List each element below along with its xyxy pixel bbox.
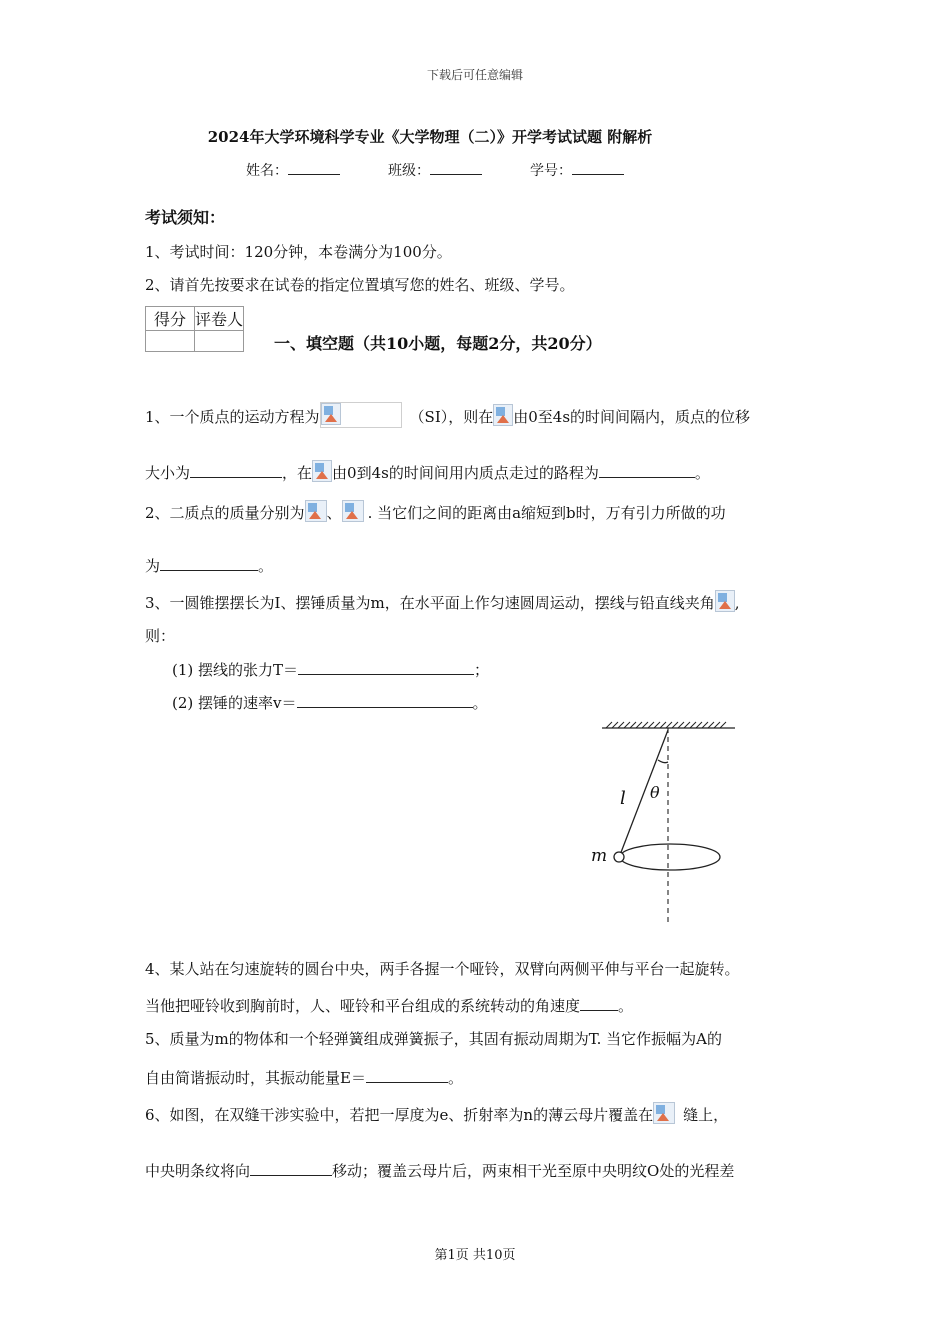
broken-image-icon: [312, 460, 332, 482]
broken-image-icon: [715, 590, 735, 612]
question-4-line-1: 4、某人站在匀速旋转的圆台中央，两手各握一个哑铃，双臂向两侧平伸与平台一起旋转。: [145, 960, 740, 978]
answer-blank[interactable]: [599, 463, 695, 478]
name-label: 姓名：: [246, 163, 288, 179]
score-header: 得分: [146, 307, 195, 331]
class-field: [388, 160, 482, 180]
grader-header: 评卷人: [195, 307, 244, 331]
answer-blank[interactable]: [297, 693, 473, 708]
answer-blank[interactable]: [366, 1068, 448, 1083]
question-5-line-1: 5、质量为m的物体和一个轻弹簧组成弹簧振子，其固有振动周期为T. 当它作振幅为A的: [145, 1030, 722, 1048]
label-m: m: [591, 846, 608, 866]
label-l: l: [620, 788, 626, 809]
question-1-line-2: 大小为 ，在 由0到4s的时间间用内质点走过的路程为 。: [145, 460, 710, 483]
conical-pendulum-figure: [590, 712, 750, 927]
question-5-line-2: 自由简谐振动时，其振动能量E＝ 。: [145, 1069, 463, 1087]
broken-image-icon: [342, 500, 364, 522]
class-blank[interactable]: [430, 160, 482, 175]
notice-item: 1、考试时间：120分钟，本卷满分为100分。: [145, 243, 452, 261]
id-field: [530, 160, 624, 180]
orbit-ellipse: [620, 844, 720, 870]
score-table: [145, 306, 244, 352]
question-4-line-2: 当他把哑铃收到胸前时，人、哑铃和平台组成的系统转动的角速度 。: [145, 997, 634, 1015]
answer-blank[interactable]: [580, 996, 618, 1011]
pendulum-string: [620, 730, 668, 855]
question-6-line-1: 6、如图，在双缝干涉实验中，若把一厚度为e、折射率为n的薄云母片覆盖在 缝上，: [145, 1102, 728, 1125]
section-heading: 一、填空题（共10小题，每题2分，共20分）: [274, 334, 602, 353]
broken-image-icon: [321, 403, 341, 425]
broken-image-icon: [493, 404, 513, 426]
page-footer: 第1页 共10页: [434, 1248, 516, 1263]
notice-heading: 考试须知：: [145, 208, 226, 227]
question-2-line-1: 2、二质点的质量分别为 、 . 当它们之间的距离由a缩短到b时，万有引力所做的功: [145, 500, 726, 523]
question-6-line-2: 中央明条纹将向 移动；覆盖云母片后，两束相干光至原中央明纹O处的光程差: [145, 1162, 735, 1180]
grader-cell[interactable]: [195, 331, 244, 352]
broken-image-icon: [653, 1102, 675, 1124]
angle-arc: [658, 760, 668, 763]
answer-blank[interactable]: [190, 463, 282, 478]
id-blank[interactable]: [572, 160, 624, 175]
formula-image: [320, 402, 402, 428]
question-3-line-2: 则：: [145, 627, 176, 645]
question-3-part-2: (2) 摆锤的速率v＝ 。: [172, 694, 488, 712]
answer-blank[interactable]: [250, 1161, 332, 1176]
page-title: 2024年大学环境科学专业《大学物理（二）》开学考试试题 附解析: [207, 128, 653, 146]
id-label: 学号：: [530, 163, 572, 179]
question-1-line-1: 1、一个质点的运动方程为 （SI），则在 由0至4s的时间间隔内，质点的位移: [145, 402, 750, 428]
label-theta: θ: [650, 783, 660, 802]
question-3-line-1: 3、一圆锥摆摆长为I、摆锤质量为m，在水平面上作匀速圆周运动，摆线与铅直线夹角 ,: [145, 590, 739, 613]
answer-blank[interactable]: [160, 556, 258, 571]
ceiling-hatch: [606, 722, 726, 728]
name-field: [246, 160, 340, 180]
notice-item: 2、请首先按要求在试卷的指定位置填写您的姓名、班级、学号。: [145, 276, 575, 294]
question-3-part-1: (1) 摆线的张力T＝ ；: [172, 661, 490, 679]
class-label: 班级：: [388, 163, 430, 179]
bob: [614, 852, 624, 862]
question-2-line-2: 为 。: [145, 557, 274, 575]
name-blank[interactable]: [288, 160, 340, 175]
score-cell[interactable]: [146, 331, 195, 352]
broken-image-icon: [305, 500, 327, 522]
page-header-note: 下载后可任意编辑: [426, 68, 523, 82]
answer-blank[interactable]: [298, 660, 474, 675]
